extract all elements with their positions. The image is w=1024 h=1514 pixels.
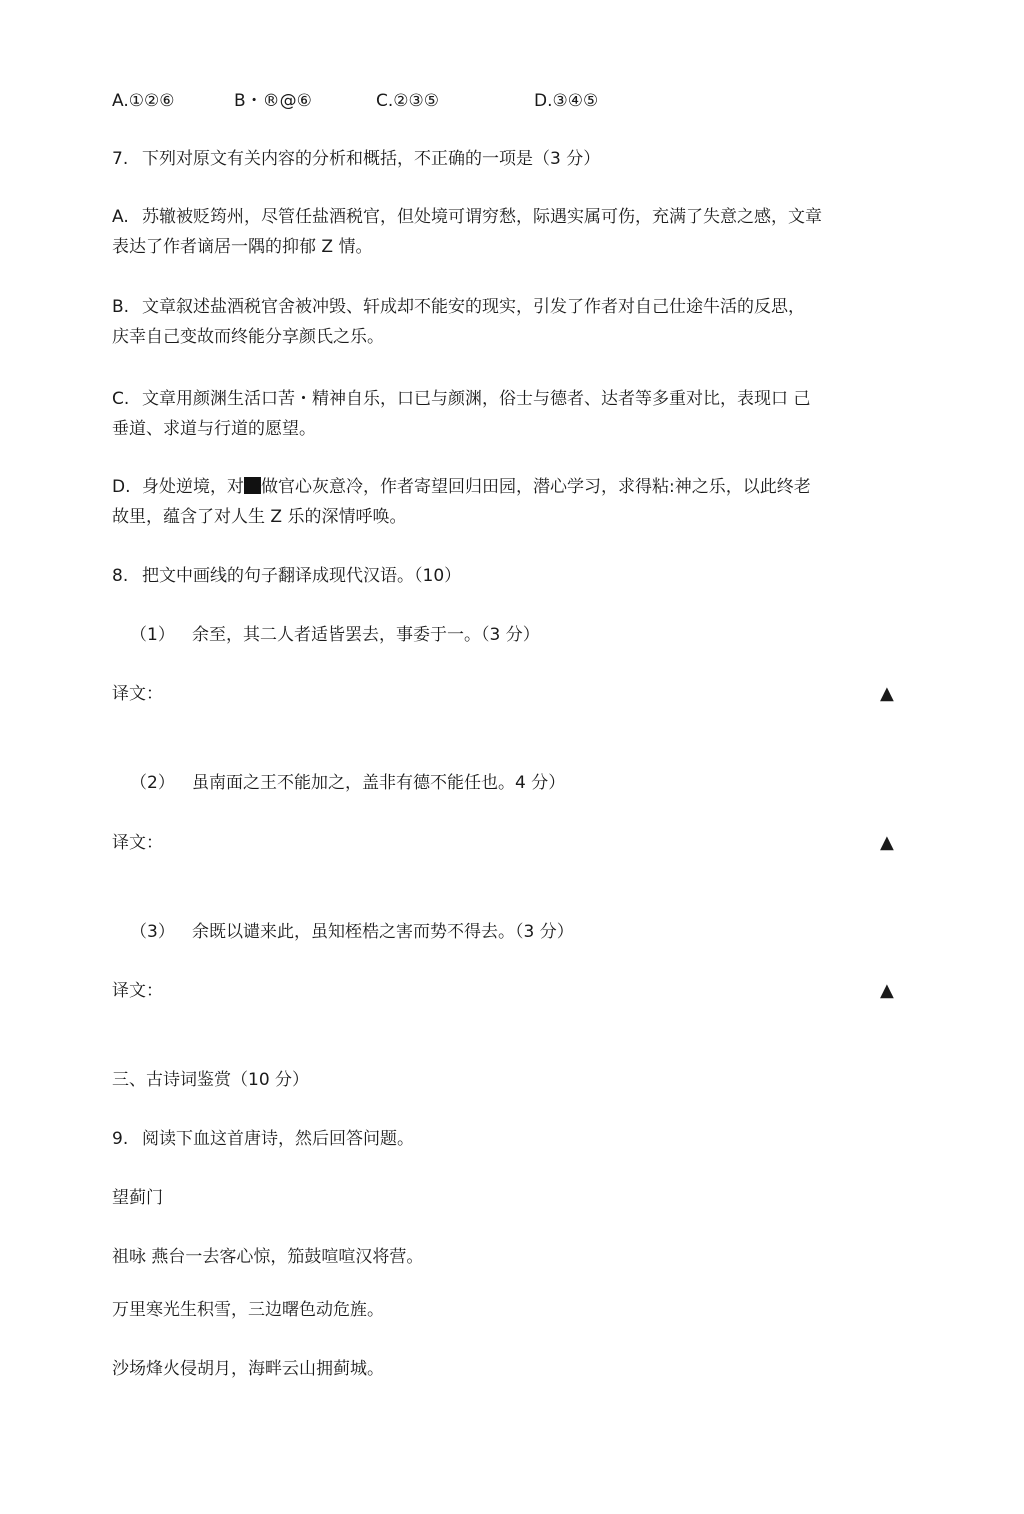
triangle-marker-icon: ▲ bbox=[880, 980, 894, 1001]
q7-option-d-line1: D. 身处逆境，对 做官心灰意冷，作者寄望回归田园，潜心学习，求得粘:神之乐，以此终老 bbox=[112, 477, 811, 497]
q8-item-1-answer-label: 译文： bbox=[112, 684, 163, 704]
q9-stem: 9. 阅读下血这首唐诗，然后回答问题。 bbox=[112, 1129, 414, 1149]
q7-option-b-line1: B. 文章叙述盐酒税官舍被冲毁、轩成却不能安的现实，引发了作者对自己仕途牛活的反思， bbox=[112, 297, 805, 317]
q7-option-c-line1: C. 文章用颜渊生活口苦・精神自乐，口已与颜渊，俗士与德者、达者等多重对比，表现口 己 bbox=[112, 389, 811, 409]
q7-option-c-line2: 垂道、求道与行道的愿望。 bbox=[112, 419, 316, 439]
option-b: B・®@⑥ bbox=[234, 91, 312, 111]
q7-option-a-line1: A. 苏辙被贬筠州，尽管任盐酒税官，但处境可谓穷愁，际遇实属可伤，充满了失意之感，文章 bbox=[112, 207, 822, 227]
redaction-block bbox=[244, 477, 261, 494]
option-a: A.①②⑥ bbox=[112, 91, 175, 111]
q7-number: 7. bbox=[112, 149, 129, 169]
q8-stem: 8. 把文中画线的句子翻译成现代汉语。（10） bbox=[112, 566, 462, 586]
q7-stem: 7. 下列对原文有关内容的分析和概括，不正确的一项是（3 分） bbox=[112, 149, 601, 169]
q8-item-2: （2） 虽南面之王不能加之，盖非有德不能任也。4 分） bbox=[130, 773, 566, 793]
section-3-title: 三、古诗词鉴赏（10 分） bbox=[112, 1070, 310, 1090]
poem-line-1: 祖咏 燕台一去客心惊，笳鼓喧喧汉将营。 bbox=[112, 1247, 424, 1267]
triangle-marker-icon: ▲ bbox=[880, 832, 894, 853]
q8-number: 8. bbox=[112, 566, 129, 586]
q9-number: 9. bbox=[112, 1129, 129, 1149]
triangle-marker-icon: ▲ bbox=[880, 683, 894, 704]
q8-item-1: （1） 余至，其二人者适皆罢去，事委于一。（3 分） bbox=[130, 625, 540, 645]
q8-item-3: （3） 余既以谴来此，虽知桎梏之害而势不得去。（3 分） bbox=[130, 922, 574, 942]
poem-line-3: 沙场烽火侵胡月，海畔云山拥蓟城。 bbox=[112, 1359, 384, 1379]
q8-item-3-answer-label: 译文： bbox=[112, 981, 163, 1001]
q7-option-a-line2: 表达了作者谪居一隅的抑郁 Z 情。 bbox=[112, 237, 373, 257]
poem-line-2: 万里寒光生积雪，三边曙色动危旌。 bbox=[112, 1300, 384, 1320]
q7-option-b-line2: 庆幸自己变故而终能分享颜氏之乐。 bbox=[112, 327, 384, 347]
option-c: C.②③⑤ bbox=[376, 91, 439, 111]
poem-title: 望蓟门 bbox=[112, 1188, 163, 1208]
q8-item-2-answer-label: 译文： bbox=[112, 833, 163, 853]
q7-option-d-line2: 故里，蕴含了对人生 Z 乐的深情呼唤。 bbox=[112, 507, 407, 527]
option-d: D.③④⑤ bbox=[534, 91, 599, 111]
